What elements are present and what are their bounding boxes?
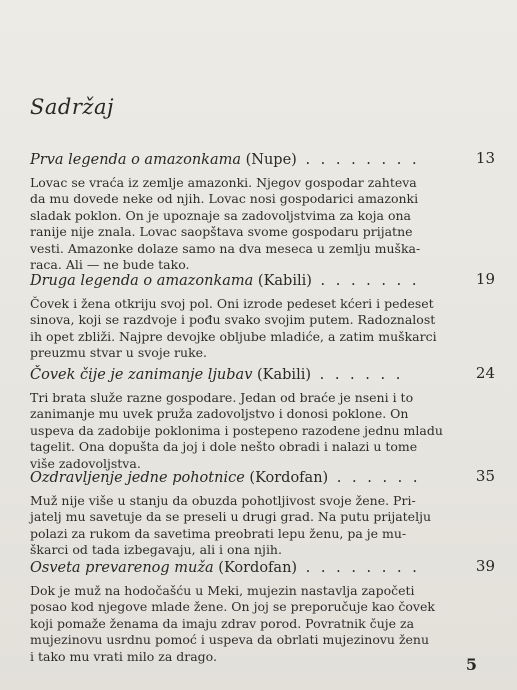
entry-origin: (Nupe) bbox=[245, 152, 297, 168]
summary-line: vesti. Amazonke dolaze samo na dva meseca u zemlju muška- bbox=[30, 240, 421, 256]
summary-line: više zadovoljstva. bbox=[30, 455, 141, 471]
summary-line: Dok je muž na hodočašću u Meki, mujezin nastavlja započeti bbox=[30, 583, 415, 598]
summary-line: polazi za rukom da savetima preobrati lepu ženu, pa je mu- bbox=[30, 525, 407, 541]
entry-title: Ozdravljenje jedne pohotnice bbox=[30, 470, 245, 486]
toc-entry bbox=[30, 270, 495, 362]
summary-line: Tri brata služe razne gospodare. Jedan od braće je nseni i to bbox=[30, 390, 414, 405]
summary-line: škarci od tada izbegavaju, ali i ona njih. bbox=[30, 542, 282, 558]
entry-summary bbox=[30, 296, 470, 362]
summary-line: koji pomaže ženama da imaju zdrav porod. Povratnik čuje za bbox=[30, 615, 415, 631]
entry-heading bbox=[30, 149, 495, 172]
toc-title: Sadržaj bbox=[30, 95, 114, 119]
summary-line: jatelj mu savetuje da se preseli u drugi grad. Na putu prijatelju bbox=[30, 509, 432, 525]
entry-page-number: 24 bbox=[475, 364, 495, 382]
entry-leader-dots: . . . . . . bbox=[336, 470, 421, 486]
entry-title: Prva legenda o amazonkama bbox=[30, 152, 242, 168]
entry-summary bbox=[30, 583, 470, 665]
entry-leader-dots: . . . . . . . . bbox=[305, 152, 420, 168]
summary-line: da mu dovede neke od njih. Lovac nosi gospodarici amazonki bbox=[30, 191, 419, 207]
summary-line: mujezinovu usrdnu pomoć i uspeva da obrlati mujezinovu ženu bbox=[30, 632, 430, 648]
summary-line: i tako mu vrati milo za drago. bbox=[30, 648, 217, 664]
entry-origin: (Kordofan) bbox=[249, 470, 329, 486]
entry-heading bbox=[30, 557, 495, 580]
entry-heading bbox=[30, 270, 495, 293]
summary-line: sinova, koji se razdvoje i pođu svako svojim putem. Radoznalost bbox=[30, 312, 436, 328]
entry-heading bbox=[30, 467, 495, 490]
summary-line: preuzmu stvar u svoje ruke. bbox=[30, 345, 208, 361]
entry-page-number: 39 bbox=[475, 557, 495, 575]
entry-origin: (Kabili) bbox=[257, 273, 312, 289]
entry-title: Čovek čije je zanimanje ljubav bbox=[30, 367, 253, 383]
entry-page-number: 13 bbox=[475, 149, 495, 167]
entry-page-number: 35 bbox=[475, 467, 495, 485]
toc-entry bbox=[30, 149, 495, 273]
summary-line: tagelit. Ona dopušta da joj i dole nešto obradi i nalazi u tome bbox=[30, 439, 418, 455]
entry-leader-dots: . . . . . . bbox=[319, 367, 404, 383]
toc-entry bbox=[30, 467, 495, 559]
entry-origin: (Kabili) bbox=[257, 367, 312, 383]
summary-line: Lovac se vraća iz zemlje amazonki. Njegov gospodar zahteva bbox=[30, 175, 417, 190]
summary-line: zanimanje mu uvek pruža zadovoljstvo i donosi poklone. On bbox=[30, 406, 409, 422]
toc-entry bbox=[30, 557, 495, 665]
entry-title: Osveta prevarenog muža bbox=[30, 560, 214, 576]
toc-entry bbox=[30, 364, 495, 472]
summary-line: Muž nije više u stanju da obuzda pohotljivost svoje žene. Pri- bbox=[30, 493, 416, 508]
summary-line: posao kod njegove mlade žene. On joj se preporučuje kao čovek bbox=[30, 599, 435, 615]
entry-summary bbox=[30, 493, 470, 559]
page-number: 5 bbox=[465, 655, 477, 674]
summary-line: ranije nije znala. Lovac saopštava svome gospodaru prijatne bbox=[30, 224, 413, 240]
entry-page-number: 19 bbox=[475, 270, 495, 288]
entry-summary bbox=[30, 390, 470, 472]
entry-heading bbox=[30, 364, 495, 387]
summary-line: raca. Ali — ne bude tako. bbox=[30, 257, 190, 273]
summary-line: sladak poklon. On je upoznaje sa zadovoljstvima za koja ona bbox=[30, 207, 412, 223]
entry-leader-dots: . . . . . . . . bbox=[305, 560, 420, 576]
entry-title: Druga legenda o amazonkama bbox=[30, 273, 254, 289]
entry-leader-dots: . . . . . . . bbox=[320, 273, 420, 289]
entry-origin: (Kordofan) bbox=[218, 560, 298, 576]
summary-line: uspeva da zadobije poklonima i postepeno razodene jednu mladu bbox=[30, 422, 443, 438]
entry-summary bbox=[30, 175, 470, 273]
summary-line: ih opet zbliži. Najpre devojke obljube mladiće, a zatim muškarci bbox=[30, 328, 437, 344]
summary-line: Čovek i žena otkriju svoj pol. Oni izrode pedeset kćeri i pedeset bbox=[30, 296, 434, 311]
